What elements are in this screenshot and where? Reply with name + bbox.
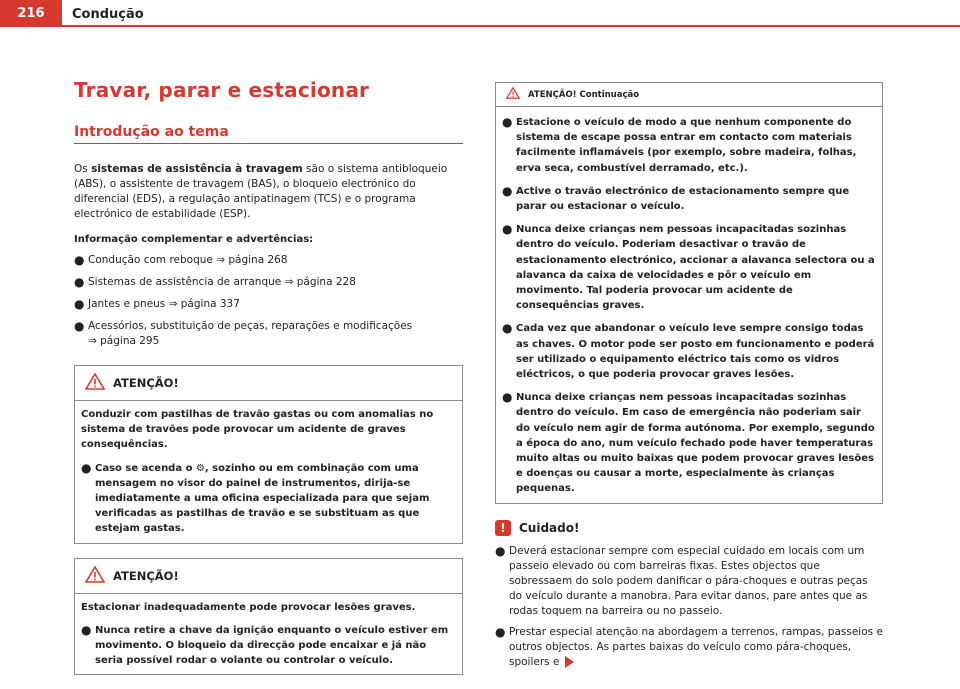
- bullet-icon: ●: [502, 222, 513, 237]
- continue-arrow-icon[interactable]: [565, 656, 574, 668]
- intro-rest: são o sistema antibloqueio (ABS), o assistente de travagem (BAS), o bloqueio electrónico do diferencial (EDS), a regulação antipatinagem (TCS) e o programa electrónico de estabilidade (ESP).: [74, 163, 448, 220]
- warning-paragraph: Conduzir com pastilhas de travão gastas ou com anomalias no sistema de travões pode provocar um acidente de graves consequências.: [81, 409, 434, 451]
- intro-bold: sistemas de assistência à travagem: [91, 163, 303, 175]
- warning-title: ATENÇÃO! Continuação: [528, 89, 640, 100]
- bullet-icon: ●: [502, 321, 513, 336]
- warning-item-text: Cada vez que abandonar o veículo leve sempre consigo todas as chaves. O motor pode ser posto em funcionamento e poderá ser utilizado o equipamento eléctrico tais como os vidros eléctricos, o que poderia provocar graves lesões.: [516, 323, 875, 381]
- warning-header: [75, 366, 462, 401]
- warning-box-parking: [74, 558, 463, 676]
- warning-box-continued: [495, 82, 883, 504]
- caution-title: Cuidado!: [519, 520, 580, 535]
- bullet-icon: ●: [81, 460, 92, 475]
- warning-body: [75, 594, 462, 675]
- subsection-heading: Introdução ao tema: [74, 124, 463, 144]
- section-heading: Travar, parar e estacionar: [74, 78, 370, 102]
- bullet-icon: ●: [74, 275, 85, 289]
- warning-item: [502, 115, 876, 176]
- warning-item-text: Nunca deixe crianças nem pessoas incapacitadas sozinhas dentro do veículo. Poderiam desactivar o travão de estacionamento electrónico, accionar a alavanca selectora ou a alavanca da caixa de velocidades e pôr o veículo em movimento. Tal poderia provocar um acidente de consequências graves.: [516, 224, 875, 312]
- warning-triangle-icon: [85, 373, 105, 393]
- warning-box-brakes: [74, 365, 463, 544]
- warning-header: [496, 83, 882, 107]
- link-item: [74, 319, 463, 349]
- bullet-icon: ●: [81, 622, 92, 637]
- warning-item-text: Caso se acenda o: [95, 462, 196, 474]
- bullet-icon: ●: [74, 297, 85, 311]
- bullet-icon: ●: [74, 319, 85, 333]
- intro-prefix: Os: [74, 163, 92, 175]
- warning-item: [502, 321, 876, 382]
- page-reference[interactable]: ⇒ página 228: [284, 276, 356, 288]
- caution-header: [495, 520, 883, 536]
- caution-item: [495, 544, 883, 619]
- warning-item: [502, 222, 876, 313]
- warning-item-text: Nunca deixe crianças nem pessoas incapacitadas sozinhas dentro do veículo. Em caso de emergência não poderiam sair do veículo nem agir de forma autónoma. Por exemplo, segundo a época do ano, num veículo fechado pode haver temperaturas muito altas ou muito baixas que podem provocar graves lesões e doenças ou causar a morte, especialmente às crianças pequenas.: [516, 392, 875, 495]
- warning-item: [81, 623, 456, 669]
- caution-item-text: Prestar especial atenção na abordagem a terrenos, rampas, passeios e outros objectos. As partes baixas do veículo como pára-choques, spoilers e: [509, 625, 883, 668]
- info-title: Informação complementar e advertências:: [74, 234, 314, 245]
- warning-title: ATENÇÃO!: [113, 376, 179, 390]
- caution-item-text: Deverá estacionar sempre com especial cuidado em locais com um passeio elevado ou com barreiras fixas. Estes objectos que sobressaem do solo podem danificar o pára-choques e outras peças do veículo durante a manobra. Para evitar danos, pare antes que as rodas toquem na barreira ou no passeio.: [509, 544, 868, 617]
- bullet-icon: ●: [502, 390, 513, 405]
- warning-item-text: Estacione o veículo de modo a que nenhum componente do sistema de escape possa entrar em contacto com materiais facilmente inflamáveis (por exemplo, sobre madeira, folhas, erva seca, combustível derramado, etc.).: [516, 117, 857, 174]
- warning-item: [81, 461, 456, 537]
- bullet-icon: ●: [495, 624, 506, 639]
- warning-triangle-icon: [506, 87, 520, 102]
- right-column: [495, 82, 883, 676]
- link-text: Condução com reboque: [88, 254, 213, 266]
- bullet-icon: ●: [74, 253, 85, 267]
- link-text: Acessórios, substituição de peças, reparações e modificações: [88, 320, 413, 332]
- link-text: Sistemas de assistência de arranque: [88, 276, 282, 288]
- warning-body: [496, 107, 882, 503]
- page-number: 216: [0, 0, 62, 27]
- intro-paragraph: [74, 162, 463, 222]
- warning-item-text: Nunca retire a chave da ignição enquanto o veículo estiver em movimento. O bloqueio da direcção pode encaixar e já não seria possível rodar o volante ou controlar o veículo.: [95, 624, 449, 667]
- left-column: [74, 72, 463, 689]
- warning-item-text: Active o travão electrónico de estacionamento sempre que parar ou estacionar o veículo.: [516, 185, 850, 213]
- header-rule: [62, 25, 960, 27]
- brake-warning-icon: ⚙: [195, 462, 205, 474]
- bullet-icon: ●: [502, 115, 513, 129]
- link-text: Jantes e pneus: [88, 298, 166, 310]
- warning-item: [502, 390, 876, 496]
- bullet-icon: ●: [502, 183, 513, 198]
- warning-body: [75, 401, 462, 543]
- caution-item: [495, 625, 883, 670]
- warning-triangle-icon: [85, 566, 105, 586]
- warning-header: [75, 559, 462, 594]
- link-item: [74, 297, 463, 312]
- page-reference[interactable]: ⇒ página 268: [216, 254, 288, 266]
- warning-paragraph: Estacionar inadequadamente pode provocar lesões graves.: [81, 601, 416, 613]
- bullet-icon: ●: [495, 543, 506, 558]
- warning-item-text: , sozinho ou em combinação com uma mensagem no visor do painel de instrumentos, dirija-se imediatamente a uma oficina especializada para que sejam verificadas as pastilhas de travão e se substituam as que estejam gastas.: [95, 462, 430, 535]
- link-item: [74, 253, 463, 268]
- running-title: Condução: [72, 7, 144, 22]
- link-item: [74, 275, 463, 290]
- warning-item: [502, 184, 876, 214]
- warning-title: ATENÇÃO!: [113, 568, 179, 583]
- page-reference[interactable]: ⇒ página 337: [168, 298, 240, 310]
- caution-icon: !: [495, 520, 511, 536]
- page-reference[interactable]: ⇒ página 295: [88, 335, 160, 347]
